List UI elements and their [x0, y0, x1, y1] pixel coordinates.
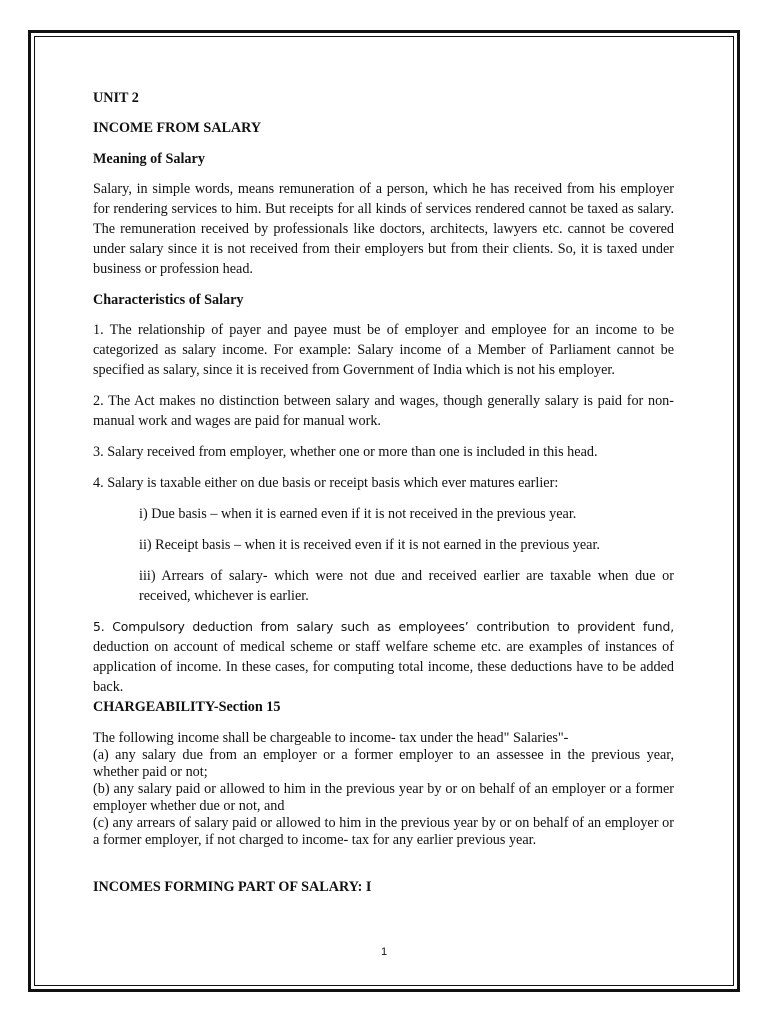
characteristic-1: 1. The relationship of payer and payee must be of employer and employee for an income to be categorized as salary income. For example: Salary income of a Member of Parliament cannot be specified as salary, since it is received from Government of India which is not his employer.: [93, 322, 674, 378]
characteristic-5: [93, 617, 674, 697]
meaning-heading: Meaning of Salary: [93, 151, 205, 167]
chargeability-clause-a: (a) any salary due from an employer or a former employer to an assessee in the previous year, whether paid or not;: [93, 747, 674, 780]
characteristic-5-rest: deduction on account of medical scheme or staff welfare scheme etc. are examples of instances of application of income. In these cases, for computing total income, these deductions have to be added back.: [93, 639, 674, 695]
characteristics-heading: Characteristics of Salary: [93, 292, 244, 308]
basis-sublist: [93, 504, 674, 606]
document-body: [93, 88, 674, 897]
chargeability-intro: The following income shall be chargeable to income- tax under the head" Salaries"-: [93, 730, 569, 746]
sub-item-due-basis: i) Due basis – when it is earned even if it is not received in the previous year.: [139, 506, 577, 522]
chargeability-heading: CHARGEABILITY-Section 15: [93, 699, 281, 715]
chargeability-clause-c: (c) any arrears of salary paid or allowed to him in the previous year by or on behalf of an employer or a former employer, if not charged to income- tax for any earlier previous year.: [93, 815, 674, 848]
chargeability-clause-b: (b) any salary paid or allowed to him in the previous year by or on behalf of an employer or a former employer whether due or not, and: [93, 781, 674, 814]
sub-item-arrears: iii) Arrears of salary- which were not due and received earlier are taxable when due or received, whichever is earlier.: [139, 568, 674, 604]
characteristic-3: 3. Salary received from employer, whether one or more than one is included in this head.: [93, 444, 598, 460]
meaning-paragraph: Salary, in simple words, means remuneration of a person, which he has received from his employer for rendering services to him. But receipts for all kinds of services rendered cannot be taxed as salary. The remuneration received by professionals like doctors, architects, lawyers etc. cannot be covered under salary since it is not received from their employers but from their clients. So, it is taxed under business or profession head.: [93, 181, 674, 277]
incomes-heading: INCOMES FORMING PART OF SALARY: I: [93, 879, 372, 895]
characteristic-2: 2. The Act makes no distinction between salary and wages, though generally salary is paid for non-manual work and wages are paid for manual work.: [93, 393, 674, 429]
chargeability-list: [93, 730, 674, 849]
unit-heading: UNIT 2: [93, 90, 139, 106]
characteristic-5-lead: 5. Compulsory deduction from salary such as employees’ contribution to provident fund,: [93, 619, 674, 634]
chapter-title: INCOME FROM SALARY: [93, 120, 262, 136]
page-number: 1: [380, 946, 388, 958]
characteristic-4: 4. Salary is taxable either on due basis or receipt basis which ever matures earlier:: [93, 475, 559, 491]
sub-item-receipt-basis: ii) Receipt basis – when it is received even if it is not earned in the previous year.: [139, 537, 600, 553]
